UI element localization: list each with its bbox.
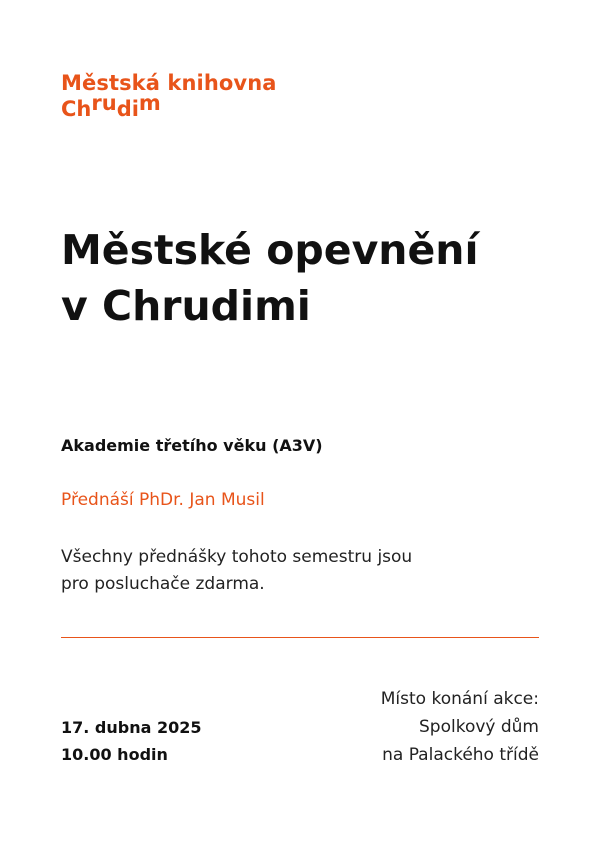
venue-address: na Palackého třídě [382, 745, 539, 765]
logo-part-3: di [116, 97, 139, 121]
event-title-line-2: v Chrudimi [61, 282, 311, 330]
logo-line-1: Městská knihovna [61, 71, 277, 95]
venue-name: Spolkový dům [419, 717, 539, 737]
event-series: Akademie třetího věku (A3V) [61, 436, 323, 455]
venue-label: Místo konání akce: [380, 689, 539, 709]
logo-part-1: Ch [61, 97, 92, 121]
library-logo [61, 70, 277, 122]
logo-part-4: m [138, 91, 161, 115]
divider-line [61, 637, 539, 638]
event-time: 10.00 hodin [61, 745, 168, 764]
event-date: 17. dubna 2025 [61, 718, 202, 737]
event-title-line-1: Městské opevnění [61, 226, 479, 274]
event-note [61, 544, 481, 598]
event-note-line-2: pro posluchače zdarma. [61, 574, 265, 594]
logo-part-2: ru [91, 91, 117, 115]
event-venue [381, 685, 539, 769]
event-note-line-1: Všechny přednášky tohoto semestru jsou [61, 547, 413, 567]
event-lecturer: Přednáší PhDr. Jan Musil [61, 490, 265, 510]
event-datetime [61, 714, 202, 768]
logo-line-2 [61, 91, 277, 122]
event-title [61, 222, 581, 334]
